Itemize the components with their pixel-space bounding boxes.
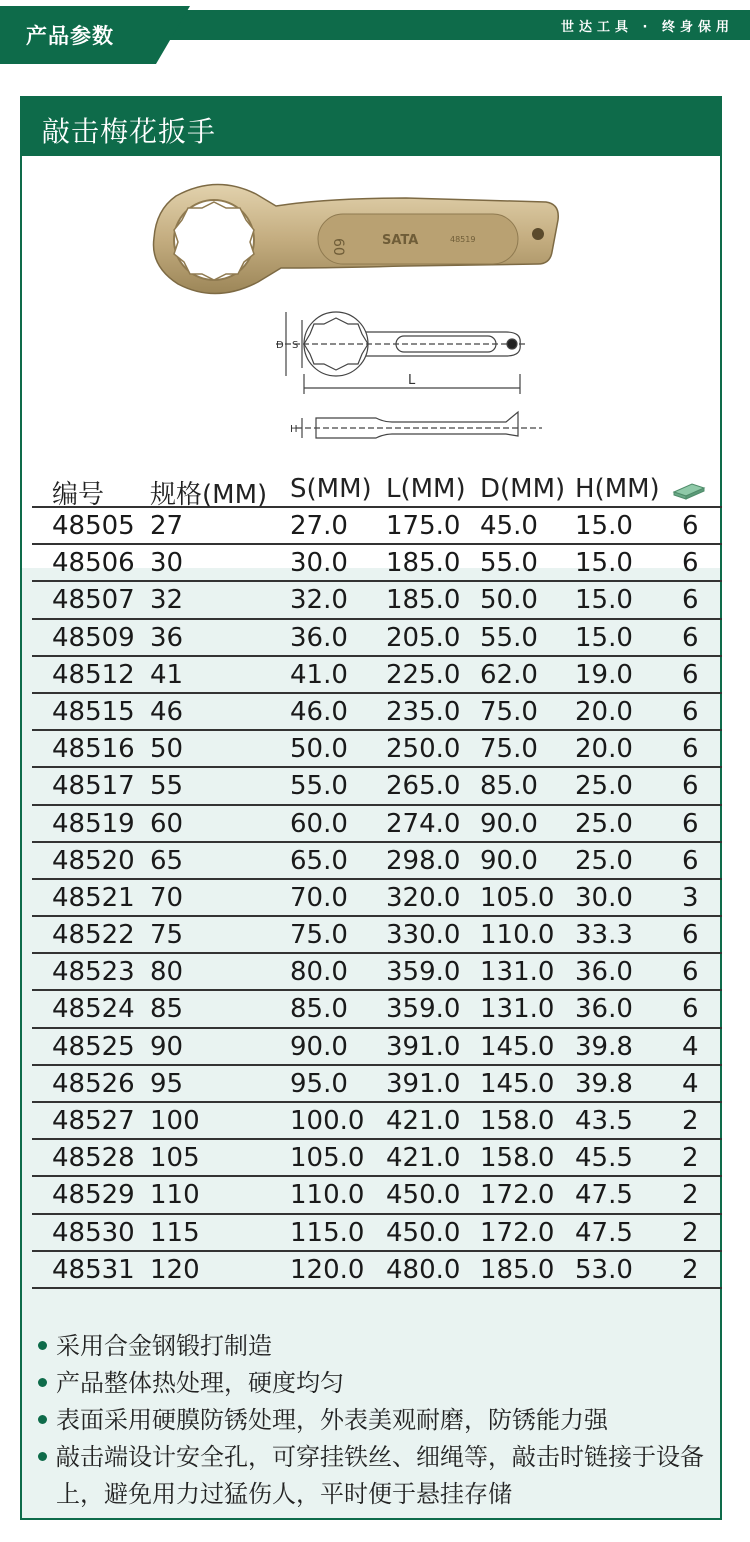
cell-d: 131.0 bbox=[480, 957, 555, 988]
table-header-row bbox=[32, 470, 722, 508]
cell-d: 55.0 bbox=[480, 622, 538, 653]
wrench-photo bbox=[146, 176, 576, 306]
cell-qty: 6 bbox=[682, 696, 699, 727]
cell-s: 30.0 bbox=[290, 548, 348, 579]
cell-qty: 6 bbox=[682, 771, 699, 802]
cell-s: 95.0 bbox=[290, 1068, 348, 1099]
cell-h: 25.0 bbox=[575, 845, 633, 876]
cell-code: 48524 bbox=[52, 994, 135, 1025]
cell-code: 48526 bbox=[52, 1068, 135, 1099]
table-row bbox=[32, 620, 722, 657]
cell-spec: 50 bbox=[150, 734, 184, 765]
cell-spec: 90 bbox=[150, 1031, 184, 1062]
photo-size-mark: 60 bbox=[330, 238, 346, 256]
cell-spec: 115 bbox=[150, 1217, 200, 1248]
cell-s: 70.0 bbox=[290, 882, 348, 913]
cell-d: 158.0 bbox=[480, 1106, 555, 1136]
table-row bbox=[32, 880, 722, 917]
cell-qty: 6 bbox=[682, 957, 699, 988]
header-l: L(MM) bbox=[386, 474, 466, 504]
table-row bbox=[32, 694, 722, 731]
cell-h: 45.5 bbox=[575, 1143, 633, 1174]
table-row bbox=[32, 1252, 722, 1289]
cell-h: 47.5 bbox=[575, 1180, 633, 1211]
cell-code: 48522 bbox=[52, 920, 135, 951]
cell-d: 172.0 bbox=[480, 1180, 555, 1211]
cell-h: 15.0 bbox=[575, 548, 633, 579]
cell-l: 205.0 bbox=[386, 622, 461, 653]
table-row bbox=[32, 806, 722, 843]
cell-l: 391.0 bbox=[386, 1031, 461, 1062]
header-s: S(MM) bbox=[290, 474, 372, 504]
product-header bbox=[22, 98, 720, 156]
cell-code: 48529 bbox=[52, 1180, 135, 1211]
cell-code: 48530 bbox=[52, 1217, 135, 1248]
cell-d: 185.0 bbox=[480, 1254, 555, 1285]
cell-l: 265.0 bbox=[386, 771, 461, 802]
table-body bbox=[32, 508, 722, 1289]
cell-qty: 2 bbox=[682, 1106, 699, 1136]
cell-code: 48509 bbox=[52, 622, 135, 653]
cell-l: 274.0 bbox=[386, 808, 461, 839]
cell-s: 41.0 bbox=[290, 659, 348, 690]
cell-qty: 6 bbox=[682, 511, 699, 541]
cell-h: 15.0 bbox=[575, 622, 633, 653]
section-title: 产品参数 bbox=[26, 24, 114, 48]
cell-d: 90.0 bbox=[480, 808, 538, 839]
cell-h: 15.0 bbox=[575, 585, 633, 616]
cell-l: 250.0 bbox=[386, 734, 461, 765]
table-row bbox=[32, 731, 722, 768]
feature-list bbox=[36, 1328, 726, 1513]
cell-code: 48523 bbox=[52, 957, 135, 988]
brand-slogan: 世达工具 · 终身保用 bbox=[561, 20, 734, 35]
cell-h: 39.8 bbox=[575, 1031, 633, 1062]
cell-h: 36.0 bbox=[575, 957, 633, 988]
cell-spec: 27 bbox=[150, 511, 184, 541]
table-row bbox=[32, 545, 722, 582]
cell-h: 36.0 bbox=[575, 994, 633, 1025]
bullet-icon bbox=[38, 1415, 47, 1424]
cell-h: 33.3 bbox=[575, 920, 633, 951]
cell-d: 145.0 bbox=[480, 1031, 555, 1062]
table-row bbox=[32, 582, 722, 619]
header-code: 编号 bbox=[52, 480, 105, 510]
cell-qty: 6 bbox=[682, 659, 699, 690]
cell-d: 75.0 bbox=[480, 734, 538, 765]
cell-s: 75.0 bbox=[290, 920, 348, 951]
cell-qty: 6 bbox=[682, 734, 699, 765]
cell-spec: 120 bbox=[150, 1254, 200, 1285]
cell-d: 145.0 bbox=[480, 1068, 555, 1099]
cell-spec: 30 bbox=[150, 548, 184, 579]
table-row bbox=[32, 508, 722, 545]
cell-s: 65.0 bbox=[290, 845, 348, 876]
table-row bbox=[32, 1029, 722, 1066]
cell-code: 48515 bbox=[52, 696, 135, 727]
feature-item: 采用合金钢锻打制造 bbox=[36, 1328, 726, 1365]
cell-code: 48512 bbox=[52, 659, 135, 690]
bullet-icon bbox=[38, 1378, 47, 1387]
cell-spec: 75 bbox=[150, 920, 184, 951]
bullet-icon bbox=[38, 1341, 47, 1350]
cell-qty: 6 bbox=[682, 585, 699, 616]
cell-s: 55.0 bbox=[290, 771, 348, 802]
cell-spec: 65 bbox=[150, 845, 184, 876]
cell-s: 105.0 bbox=[290, 1143, 365, 1174]
cell-code: 48517 bbox=[52, 771, 135, 802]
cell-spec: 70 bbox=[150, 882, 184, 913]
table-row bbox=[32, 954, 722, 991]
cell-s: 50.0 bbox=[290, 734, 348, 765]
cell-code: 48527 bbox=[52, 1106, 135, 1136]
cell-l: 359.0 bbox=[386, 994, 461, 1025]
cell-s: 115.0 bbox=[290, 1217, 365, 1248]
cell-code: 48516 bbox=[52, 734, 135, 765]
cell-h: 43.5 bbox=[575, 1106, 633, 1136]
cell-spec: 36 bbox=[150, 622, 184, 653]
cell-code: 48505 bbox=[52, 511, 135, 541]
cell-l: 421.0 bbox=[386, 1106, 461, 1136]
cell-qty: 6 bbox=[682, 994, 699, 1025]
cell-spec: 85 bbox=[150, 994, 184, 1025]
cell-code: 48506 bbox=[52, 548, 135, 579]
cell-spec: 100 bbox=[150, 1106, 200, 1136]
cell-spec: 95 bbox=[150, 1068, 184, 1099]
cell-d: 158.0 bbox=[480, 1143, 555, 1174]
table-row bbox=[32, 1177, 722, 1214]
bullet-icon bbox=[38, 1452, 47, 1461]
cell-qty: 6 bbox=[682, 920, 699, 951]
cell-qty: 2 bbox=[682, 1217, 699, 1248]
cell-qty: 2 bbox=[682, 1254, 699, 1285]
cell-spec: 80 bbox=[150, 957, 184, 988]
cell-h: 25.0 bbox=[575, 808, 633, 839]
cell-d: 75.0 bbox=[480, 696, 538, 727]
cell-code: 48528 bbox=[52, 1143, 135, 1174]
cell-l: 480.0 bbox=[386, 1254, 461, 1285]
cell-d: 90.0 bbox=[480, 845, 538, 876]
cell-s: 120.0 bbox=[290, 1254, 365, 1285]
cell-h: 47.5 bbox=[575, 1217, 633, 1248]
cell-code: 48519 bbox=[52, 808, 135, 839]
table-row bbox=[32, 1103, 722, 1140]
cell-code: 48531 bbox=[52, 1254, 135, 1285]
table-row bbox=[32, 768, 722, 805]
cell-spec: 46 bbox=[150, 696, 184, 727]
feature-item: 表面采用硬膜防锈处理，外表美观耐磨，防锈能力强 bbox=[36, 1402, 726, 1439]
cell-spec: 32 bbox=[150, 585, 184, 616]
cell-l: 320.0 bbox=[386, 882, 461, 913]
cell-qty: 6 bbox=[682, 845, 699, 876]
cell-l: 235.0 bbox=[386, 696, 461, 727]
header-h: H(MM) bbox=[575, 474, 660, 504]
product-name: 敲击梅花扳手 bbox=[42, 115, 217, 148]
cell-d: 45.0 bbox=[480, 511, 538, 541]
table-row bbox=[32, 991, 722, 1028]
cell-d: 131.0 bbox=[480, 994, 555, 1025]
cell-d: 55.0 bbox=[480, 548, 538, 579]
cell-d: 50.0 bbox=[480, 585, 538, 616]
cell-code: 48521 bbox=[52, 882, 135, 913]
cell-l: 450.0 bbox=[386, 1217, 461, 1248]
cell-s: 80.0 bbox=[290, 957, 348, 988]
cell-d: 110.0 bbox=[480, 920, 555, 951]
cell-l: 175.0 bbox=[386, 511, 461, 541]
cell-h: 20.0 bbox=[575, 734, 633, 765]
cell-s: 110.0 bbox=[290, 1180, 365, 1211]
header-spec: 规格(MM) bbox=[150, 480, 268, 510]
spec-table bbox=[32, 470, 722, 1289]
cell-d: 85.0 bbox=[480, 771, 538, 802]
cell-code: 48520 bbox=[52, 845, 135, 876]
cell-l: 185.0 bbox=[386, 548, 461, 579]
cell-d: 62.0 bbox=[480, 659, 538, 690]
cell-qty: 2 bbox=[682, 1143, 699, 1174]
top-banner bbox=[0, 0, 750, 64]
cell-d: 172.0 bbox=[480, 1217, 555, 1248]
cell-qty: 6 bbox=[682, 548, 699, 579]
cell-h: 30.0 bbox=[575, 882, 633, 913]
cell-s: 90.0 bbox=[290, 1031, 348, 1062]
cell-l: 421.0 bbox=[386, 1143, 461, 1174]
feature-item: 敲击端设计安全孔，可穿挂铁丝、细绳等，敲击时链接于设备上，避免用力过猛伤人，平时便于悬挂存储 bbox=[36, 1439, 726, 1513]
feature-item: 产品整体热处理，硬度均匀 bbox=[36, 1365, 726, 1402]
cell-l: 450.0 bbox=[386, 1180, 461, 1211]
dimension-l-label: L bbox=[408, 373, 416, 388]
cell-l: 298.0 bbox=[386, 845, 461, 876]
cell-spec: 55 bbox=[150, 771, 184, 802]
cell-s: 46.0 bbox=[290, 696, 348, 727]
cell-spec: 110 bbox=[150, 1180, 200, 1211]
cell-s: 60.0 bbox=[290, 808, 348, 839]
cell-s: 36.0 bbox=[290, 622, 348, 653]
cell-l: 391.0 bbox=[386, 1068, 461, 1099]
cell-h: 39.8 bbox=[575, 1068, 633, 1099]
table-row bbox=[32, 657, 722, 694]
cell-h: 15.0 bbox=[575, 511, 633, 541]
dimension-s-label: S bbox=[292, 340, 299, 351]
cell-l: 330.0 bbox=[386, 920, 461, 951]
cell-h: 19.0 bbox=[575, 659, 633, 690]
cell-s: 27.0 bbox=[290, 511, 348, 541]
cell-code: 48525 bbox=[52, 1031, 135, 1062]
cell-qty: 2 bbox=[682, 1180, 699, 1211]
photo-code-mark: 48519 bbox=[450, 235, 476, 244]
box-pack-icon bbox=[672, 478, 706, 500]
cell-l: 225.0 bbox=[386, 659, 461, 690]
cell-qty: 3 bbox=[682, 882, 699, 913]
cell-l: 359.0 bbox=[386, 957, 461, 988]
technical-drawing bbox=[256, 304, 546, 454]
cell-qty: 4 bbox=[682, 1068, 699, 1099]
cell-spec: 41 bbox=[150, 659, 184, 690]
cell-h: 53.0 bbox=[575, 1254, 633, 1285]
cell-h: 25.0 bbox=[575, 771, 633, 802]
cell-spec: 60 bbox=[150, 808, 184, 839]
cell-qty: 6 bbox=[682, 808, 699, 839]
table-row bbox=[32, 843, 722, 880]
cell-qty: 6 bbox=[682, 622, 699, 653]
cell-d: 105.0 bbox=[480, 882, 555, 913]
cell-s: 100.0 bbox=[290, 1106, 365, 1136]
cell-s: 85.0 bbox=[290, 994, 348, 1025]
cell-spec: 105 bbox=[150, 1143, 200, 1174]
cell-s: 32.0 bbox=[290, 585, 348, 616]
table-row bbox=[32, 917, 722, 954]
cell-h: 20.0 bbox=[575, 696, 633, 727]
cell-code: 48507 bbox=[52, 585, 135, 616]
cell-l: 185.0 bbox=[386, 585, 461, 616]
table-row bbox=[32, 1140, 722, 1177]
table-row bbox=[32, 1066, 722, 1103]
cell-qty: 4 bbox=[682, 1031, 699, 1062]
dimension-d-label: D bbox=[276, 340, 284, 351]
dimension-h-label: H bbox=[290, 424, 298, 435]
table-row bbox=[32, 1215, 722, 1252]
photo-brand-mark: SATA bbox=[382, 233, 419, 248]
header-d: D(MM) bbox=[480, 474, 566, 504]
